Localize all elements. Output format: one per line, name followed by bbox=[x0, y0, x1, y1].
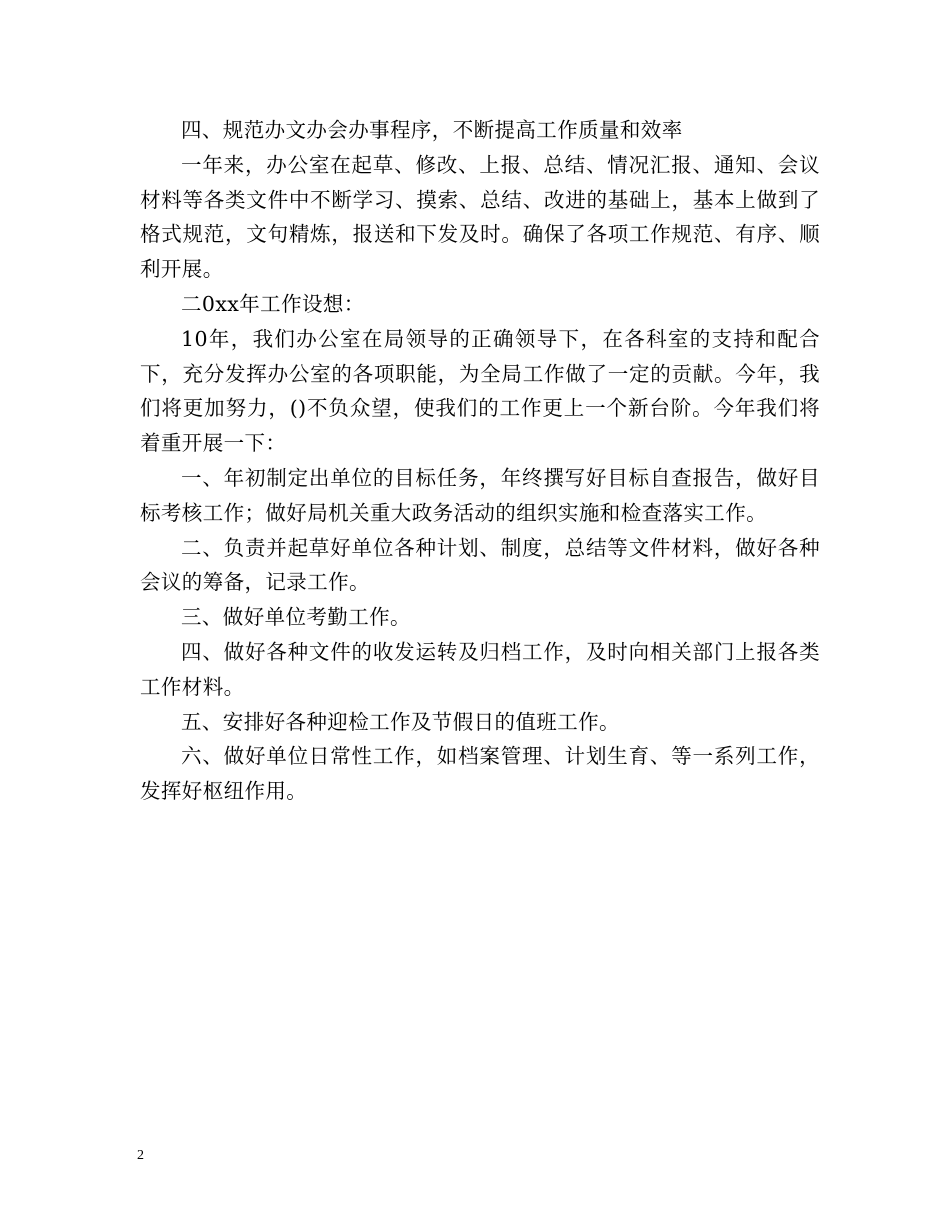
page-number: 2 bbox=[137, 1148, 144, 1163]
document-body bbox=[140, 113, 820, 809]
plan-item-3: 三、做好单位考勤工作。 bbox=[181, 605, 411, 630]
plan-item-4: 四、做好各种文件的收发运转及归档工作，及时向相关部门上报各类工作材料。 bbox=[140, 639, 820, 699]
plan-item-5: 五、安排好各种迎检工作及节假日的值班工作。 bbox=[181, 709, 620, 734]
paragraph-year-review: 一年来，办公室在起草、修改、上报、总结、情况汇报、通知、会议材料等各类文件中不断学习、摸索、总结、改进的基础上，基本上做到了格式规范，文句精炼，报送和下发及时。确保了各项工作规范、有序、顺利开展。 bbox=[140, 152, 820, 282]
section-heading-standardize-procedures: 四、规范办文办会办事程序，不断提高工作质量和效率 bbox=[181, 118, 683, 142]
section-heading-work-plan: 二0xx年工作设想： bbox=[181, 291, 365, 316]
plan-item-2: 二、负责并起草好单位各种计划、制度，总结等文件材料，做好各种会议的筹备，记录工作。 bbox=[140, 535, 820, 595]
plan-item-1: 一、年初制定出单位的目标任务，年终撰写好目标自查报告，做好目标考核工作；做好局机关重大政务活动的组织实施和检查落实工作。 bbox=[140, 465, 820, 525]
plan-item-6: 六、做好单位日常性工作，如档案管理、计划生育、等一系列工作，发挥好枢纽作用。 bbox=[140, 744, 820, 804]
paragraph-plan-intro: 10年，我们办公室在局领导的正确领导下，在各科室的支持和配合下，充分发挥办公室的各项职能，为全局工作做了一定的贡献。今年，我们将更加努力，()不负众望，使我们的工作更上一个新台阶。今年我们将着重开展一下： bbox=[140, 326, 820, 456]
